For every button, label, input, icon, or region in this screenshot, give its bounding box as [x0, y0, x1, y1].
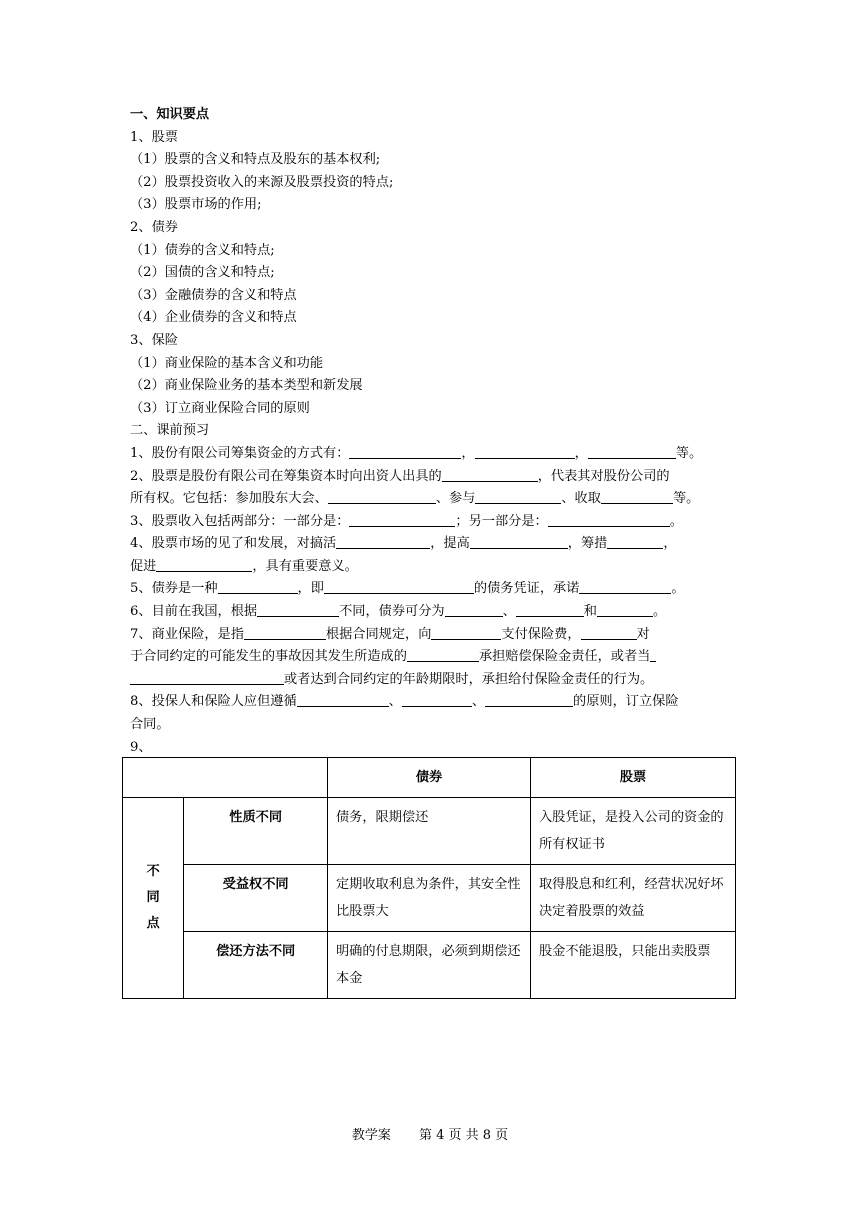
- fill-blank[interactable]: [475, 489, 561, 504]
- list-item: （2）国债的含义和特点;: [130, 265, 275, 281]
- header-bonds: 债券: [328, 758, 531, 798]
- table-row: [123, 865, 736, 932]
- fill-blank[interactable]: [218, 579, 298, 594]
- fill-blank[interactable]: [257, 602, 339, 617]
- footer-doc-title: 教学案: [351, 1128, 391, 1143]
- fill-blank[interactable]: [607, 534, 663, 549]
- fill-blank[interactable]: [485, 692, 573, 707]
- row-label: 偿还方法不同: [184, 932, 328, 999]
- question-7-line-2: 于合同约定的可能发生的事故因其发生所造成的 承担赔偿保险金责任，或者当: [130, 646, 736, 669]
- fill-blank[interactable]: [349, 444, 461, 459]
- list-item: （1）商业保险的基本含义和功能: [130, 355, 324, 371]
- fill-blank[interactable]: [328, 489, 436, 504]
- fill-blank[interactable]: [588, 444, 676, 459]
- cell-stocks: 股金不能退股，只能出卖股票: [531, 932, 736, 999]
- fill-blank[interactable]: [156, 557, 252, 572]
- page-footer: [0, 1124, 860, 1143]
- topic-stocks: 1、股票: [130, 129, 178, 145]
- fill-blank[interactable]: [601, 489, 673, 504]
- table-row: [123, 798, 736, 865]
- list-item: （3）金融债券的含义和特点: [130, 287, 297, 303]
- question-3: 3、股票收入包括两部分：一部分是： ；另一部分是： 。: [130, 513, 683, 529]
- topic-bonds: 2、债券: [130, 219, 178, 235]
- table-row: [123, 932, 736, 999]
- question-5: 5、债券是一种 ，即 的债务凭证，承诺 。: [130, 581, 685, 597]
- section-heading-knowledge: 一、知识要点: [130, 107, 210, 122]
- footer-page-number: 第 4 页 共 8 页: [418, 1128, 509, 1143]
- fill-blank[interactable]: [336, 534, 430, 549]
- group-label-differences: 不 同 点: [123, 798, 184, 999]
- question-7-line-1: 7、商业保险，是指 根据合同规定，向 支付保险费， 对: [130, 626, 650, 642]
- cell-stocks: 入股凭证，是投入公司的资金的所有权证书: [531, 798, 736, 865]
- fill-blank[interactable]: [470, 534, 568, 549]
- table-header-row: [123, 758, 736, 798]
- empty-corner-cell: [123, 758, 328, 798]
- question-6: 6、目前在我国，根据 不同，债券可分为 、 和 。: [130, 604, 667, 620]
- document-body: [130, 104, 736, 759]
- header-stocks: 股票: [531, 758, 736, 798]
- list-item: （3）股票市场的作用;: [130, 197, 262, 213]
- fill-blank[interactable]: [445, 602, 503, 617]
- fill-blank[interactable]: [402, 692, 472, 707]
- comparison-table: [122, 757, 736, 999]
- question-2-line-2: 所有权。它包括：参加股东大会、 、参与 、收取 等。: [130, 491, 700, 507]
- question-8-line-1: 8、投保人和保险人应但遵循 、 、 的原则，订立保险: [130, 694, 679, 710]
- list-item: （2）股票投资收入的来源及股票投资的特点;: [130, 174, 394, 190]
- question-4-line-1: 4、股票市场的见了和发展，对搞活 ，提高 ，筹措 ，: [130, 536, 677, 552]
- fill-blank[interactable]: [297, 692, 389, 707]
- fill-blank[interactable]: [442, 467, 538, 482]
- fill-blank[interactable]: [650, 647, 656, 662]
- fill-blank[interactable]: [548, 512, 670, 527]
- fill-blank[interactable]: [244, 625, 326, 640]
- question-4-line-2: 促进 ，具有重要意义。: [130, 558, 358, 574]
- cell-bonds: 明确的付息期限，必须到期偿还本金: [328, 932, 531, 999]
- cell-bonds: 债务，限期偿还: [328, 798, 531, 865]
- list-item: （1）债券的含义和特点;: [130, 242, 275, 258]
- fill-blank[interactable]: [130, 670, 284, 685]
- list-item: （3）订立商业保险合同的原则: [130, 400, 310, 416]
- question-9: 9、: [130, 739, 152, 755]
- fill-blank[interactable]: [516, 602, 584, 617]
- question-1: 1、股份有限公司筹集资金的方式有： ， ， 等。: [130, 445, 703, 461]
- fill-blank[interactable]: [324, 579, 474, 594]
- section-heading-preview: 二、课前预习: [130, 423, 210, 439]
- row-label: 受益权不同: [184, 865, 328, 932]
- question-8-line-2: 合同。: [130, 717, 170, 733]
- fill-blank[interactable]: [597, 602, 653, 617]
- list-item: （2）商业保险业务的基本类型和新发展: [130, 378, 363, 394]
- question-7-line-3: 或者达到合同约定的年龄期限时，承担给付保险金责任的行为。: [130, 669, 736, 692]
- fill-blank[interactable]: [579, 579, 671, 594]
- topic-insurance: 3、保险: [130, 332, 178, 348]
- fill-blank[interactable]: [407, 647, 479, 662]
- question-2-line-1: 2、股票是股份有限公司在筹集资本时向出资人出具的 ，代表其对股份公司的: [130, 468, 670, 484]
- fill-blank[interactable]: [431, 625, 501, 640]
- fill-blank[interactable]: [581, 625, 637, 640]
- fill-blank[interactable]: [475, 444, 575, 459]
- list-item: （1）股票的含义和特点及股东的基本权利;: [130, 152, 381, 168]
- fill-blank[interactable]: [349, 512, 455, 527]
- list-item: （4）企业债券的含义和特点: [130, 310, 297, 326]
- cell-bonds: 定期收取利息为条件，其安全性比股票大: [328, 865, 531, 932]
- cell-stocks: 取得股息和红利，经营状况好坏决定着股票的效益: [531, 865, 736, 932]
- row-label: 性质不同: [184, 798, 328, 865]
